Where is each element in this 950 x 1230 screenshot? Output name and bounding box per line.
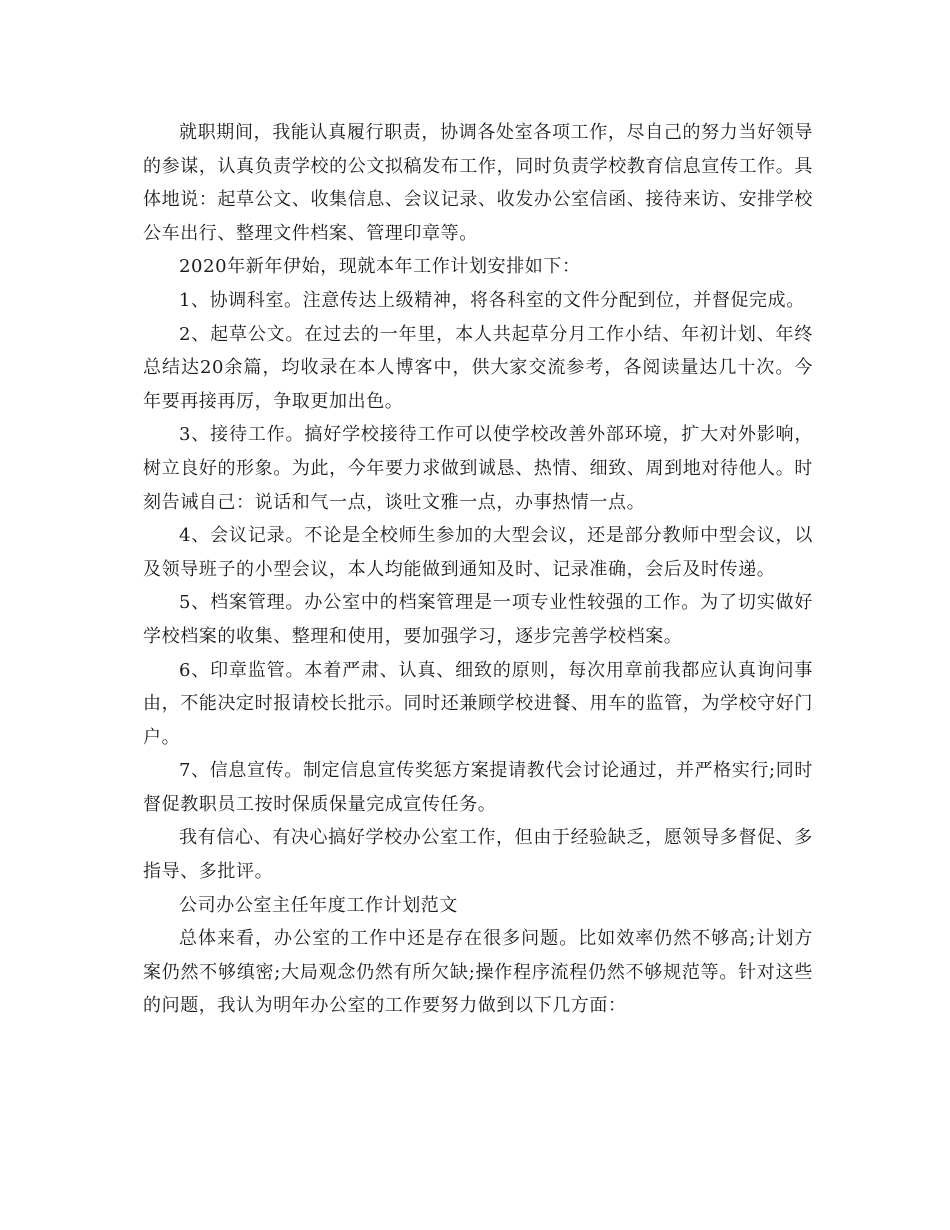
paragraph-duties: 就职期间，我能认真履行职责，协调各处室各项工作，尽自己的努力当好领导的参谋，认真负责学校的公文拟稿发布工作，同时负责学校教育信息宣传工作。具体地说：起草公文、收集信息、会议记录、收发办公室信函、接待来访、安排学校公车出行、整理文件档案、管理印章等。 — [143, 122, 813, 244]
paragraph-item-2: 2、起草公文。在过去的一年里，本人共起草分月工作小结、年初计划、年终总结达20余篇，均收录在本人博客中，供大家交流参考，各阅读量达几十次。今年要再接再厉，争取更加出色。 — [143, 323, 813, 412]
paragraph-item-5: 5、档案管理。办公室中的档案管理是一项专业性较强的工作。为了切实做好学校档案的收集、整理和使用，要加强学习，逐步完善学校档案。 — [143, 592, 813, 647]
paragraph-item-4: 4、会议记录。不论是全校师生参加的大型会议，还是部分教师中型会议，以及领导班子的小型会议，本人均能做到通知及时、记录准确，会后及时传递。 — [143, 525, 813, 580]
paragraph-item-6: 6、印章监管。本着严肃、认真、细致的原则，每次用章前我都应认真询问事由，不能决定时报请校长批示。同时还兼顾学校进餐、用车的监管，为学校守好门户。 — [143, 659, 813, 748]
paragraph-plan-intro: 2020年新年伊始，现就本年工作计划安排如下： — [179, 256, 581, 278]
paragraph-item-3: 3、接待工作。搞好学校接待工作可以使学校改善外部环境，扩大对外影响，树立良好的形象。为此，今年要力求做到诚恳、热情、细致、周到地对待他人。时刻告诫自己：说话和气一点，谈吐文雅一点，办事热情一点。 — [143, 424, 813, 513]
section-heading: 公司办公室主任年度工作计划范文 — [179, 894, 458, 916]
paragraph-closing: 我有信心、有决心搞好学校办公室工作，但由于经验缺乏，愿领导多督促、多指导、多批评。 — [143, 827, 813, 883]
paragraph-item-7: 7、信息宣传。制定信息宣传奖惩方案提请教代会讨论通过，并严格实行;同时督促教职员工按时保质保量完成宣传任务。 — [143, 760, 813, 815]
document-body — [143, 116, 813, 1023]
paragraph-summary: 总体来看，办公室的工作中还是存在很多问题。比如效率仍然不够高;计划方案仍然不够缜密;大局观念仍然有所欠缺;操作程序流程仍然不够规范等。针对这些的问题，我认为明年办公室的工作要努力做到以下几方面： — [143, 928, 813, 1017]
paragraph-item-1: 1、协调科室。注意传达上级精神，将各科室的文件分配到位，并督促完成。 — [179, 289, 805, 311]
